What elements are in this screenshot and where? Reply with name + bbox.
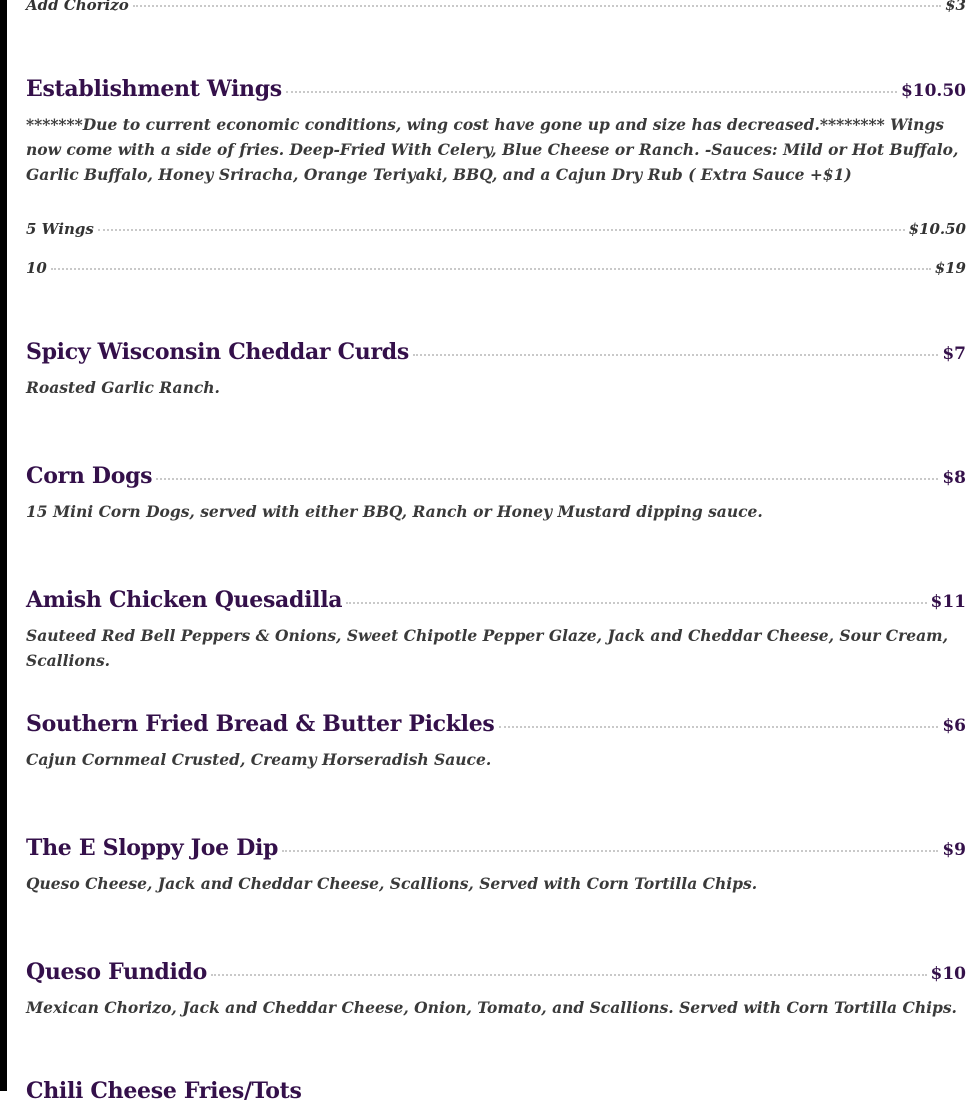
item-price: $7 (942, 344, 966, 364)
option-name: 5 Wings (26, 220, 94, 238)
option-price: $19 (934, 259, 966, 277)
option-row-10-wings (26, 259, 966, 277)
menu-item-fried-pickles (26, 711, 966, 772)
menu-item-sloppy-joe-dip (26, 835, 966, 896)
menu-item-cheddar-curds (26, 339, 966, 400)
option-price: $3 (945, 0, 966, 14)
menu-item-chili-cheese-fries (26, 1078, 966, 1104)
item-name: Southern Fried Bread & Butter Pickles (26, 711, 495, 737)
item-name: Spicy Wisconsin Cheddar Curds (26, 339, 409, 365)
dot-leader (98, 229, 905, 231)
menu-item-corn-dogs (26, 463, 966, 524)
item-description: Sauteed Red Bell Peppers & Onions, Sweet Chipotle Pepper Glaze, Jack and Cheddar Cheese, Sour Cream, Scallions. (26, 626, 948, 670)
item-price: $9 (942, 840, 966, 860)
dot-leader (51, 268, 931, 270)
dot-leader (133, 5, 941, 7)
item-description: Roasted Garlic Ranch. (26, 378, 220, 397)
menu-item-queso-fundido (26, 959, 966, 1020)
menu-item-chicken-quesadilla (26, 587, 966, 673)
dot-leader (156, 478, 938, 480)
option-name: Add Chorizo (26, 0, 129, 14)
item-description: Cajun Cornmeal Crusted, Creamy Horseradish Sauce. (26, 750, 492, 769)
dot-leader (413, 354, 938, 356)
dot-leader (499, 726, 939, 728)
item-name: Establishment Wings (26, 76, 282, 102)
dot-leader (346, 602, 926, 604)
item-name: The E Sloppy Joe Dip (26, 835, 279, 861)
dot-leader (211, 974, 927, 976)
item-name: Amish Chicken Quesadilla (26, 587, 343, 613)
dot-leader (282, 850, 938, 852)
left-border (0, 0, 7, 1091)
item-description: Queso Cheese, Jack and Cheddar Cheese, Scallions, Served with Corn Tortilla Chips. (26, 874, 758, 893)
item-price: $10.50 (900, 81, 966, 101)
option-price: $10.50 (908, 220, 966, 238)
item-price: $6 (942, 716, 966, 736)
option-row-add-chorizo (26, 0, 966, 14)
option-name: 10 (26, 259, 47, 277)
dot-leader (286, 91, 897, 93)
item-description: *******Due to current economic conditions, wing cost have gone up and size has decreased.******** Wings now come with a side of fries. Deep-Fried With Celery, Blue Cheese or Ranch. -Sauces: Mild or Hot Buffalo, Garlic Buffalo, Honey Sriracha, Orange Teriyaki, BBQ, and a Cajun Dry Rub ( Extra Sauce +$1) (26, 115, 959, 184)
item-price: $10 (930, 964, 966, 984)
item-price: $11 (930, 592, 966, 612)
menu-item-establishment-wings (26, 76, 966, 187)
item-price: $8 (942, 468, 966, 488)
item-name: Corn Dogs (26, 463, 153, 489)
item-description: 15 Mini Corn Dogs, served with either BBQ, Ranch or Honey Mustard dipping sauce. (26, 502, 763, 521)
item-name: Chili Cheese Fries/Tots (26, 1078, 302, 1104)
option-row-5-wings (26, 220, 966, 238)
item-description: Mexican Chorizo, Jack and Cheddar Cheese, Onion, Tomato, and Scallions. Served with Corn Tortilla Chips. (26, 998, 957, 1017)
item-name: Queso Fundido (26, 959, 207, 985)
